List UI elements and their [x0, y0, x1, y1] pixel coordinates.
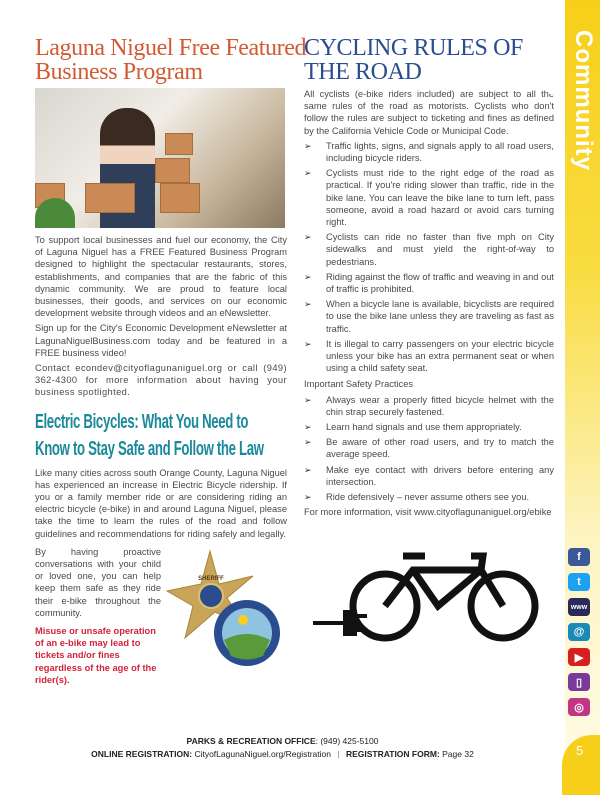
website-icon[interactable]: www: [568, 598, 590, 616]
footer: [0, 735, 565, 761]
cycling-rules-title: CYCLING RULES OF THE ROAD: [304, 35, 523, 85]
arrow-bullet-icon: ➢: [304, 338, 312, 349]
paragraph: Sign up for the City's Economic Development eNewsletter at LagunaNiguelBusiness.com today and be featured in a FREE business video!: [35, 323, 287, 358]
list-item: [304, 167, 554, 228]
list-item-text: Cyclists must ride to the right edge of the road as practical. If you're riding slower than traffic, ride in the bike lane. You can leave the bike lane to turn left, pass someone, avoid a road hazard or avoid cars turning right.: [326, 168, 554, 228]
online-label: ONLINE REGISTRATION:: [91, 749, 193, 759]
list-item: [304, 338, 554, 375]
list-item: [304, 140, 554, 164]
list-item-text: It is illegal to carry passengers on your electric bicycle unless your bike has an extra permanent seat or when using a child safety seat.: [326, 338, 554, 374]
facebook-icon[interactable]: f: [568, 548, 590, 566]
arrow-bullet-icon: ➢: [304, 168, 312, 179]
twitter-icon[interactable]: t: [568, 573, 590, 591]
list-item: [304, 464, 554, 488]
list-item: [304, 491, 554, 503]
left-column: [35, 35, 307, 686]
arrow-bullet-icon: ➢: [304, 492, 312, 503]
list-item: [304, 421, 554, 433]
office-label: PARKS & RECREATION OFFICE: [186, 736, 316, 746]
list-item-text: Ride defensively – never assume others see you.: [326, 492, 530, 503]
ebike-title: Electric Bicycles: What You Need to Know to Stay Safe and Follow the Law: [35, 410, 264, 460]
list-item-text: Traffic lights, signs, and signals apply to all road users, including bicycle riders.: [326, 140, 554, 164]
arrow-bullet-icon: ➢: [304, 232, 312, 243]
rules-intro: All cyclists (e-bike riders included) are subject to all the same rules of the road as motorists. Cyclists who don't follow the rules are subject to ticketing and fines as defined by the California Vehicle Code or Municipal Code.: [304, 89, 554, 136]
business-program-body: [35, 234, 287, 399]
list-item: [304, 436, 554, 460]
email-icon[interactable]: @: [568, 623, 590, 641]
phone-icon[interactable]: ▯: [568, 673, 590, 691]
list-item-text: Cyclists can ride no faster than five mph on City sidewalks and must yield the right-of-way to pedestrians.: [326, 232, 554, 267]
list-item: [304, 394, 554, 418]
business-owner-photo: [35, 88, 285, 228]
arrow-bullet-icon: ➢: [304, 422, 312, 433]
ebike-icon: [313, 548, 548, 648]
online-registration-link[interactable]: CityofLagunaNiguel.org/Registration: [192, 749, 331, 759]
list-item: [304, 298, 554, 335]
instagram-icon[interactable]: ◎: [568, 698, 590, 716]
list-item-text: Learn hand signals and use them appropriately.: [326, 422, 522, 433]
list-item-text: When a bicycle lane is available, bicyclists are required to use the bike lane unless they are traveling as fast as traffic.: [326, 299, 554, 334]
form-page: Page 32: [439, 749, 474, 759]
warning-text: Misuse or unsafe operation of an e-bike may lead to tickets and/or fines regardless of the age of the rider(s).: [35, 626, 157, 685]
arrow-bullet-icon: ➢: [304, 464, 312, 475]
arrow-bullet-icon: ➢: [304, 394, 312, 405]
arrow-bullet-icon: ➢: [304, 271, 312, 282]
list-item-text: Be aware of other road users, and try to match the average speed.: [326, 437, 554, 460]
ebike-intro: Like many cities across south Orange County, Laguna Niguel has experienced an increase in Electric Bicycle ridership. If you or a family member ride or are considering riding an electric bicycle (e-bike) in and around Laguna Niguel, please take the time to learn the rules of the road and follow guidelines and recommendations for riding safely and legally.: [35, 467, 287, 539]
separator: |: [337, 749, 340, 759]
section-label: Community News: [542, 30, 597, 171]
sheriff-badge-and-city-seal: [165, 546, 285, 676]
arrow-bullet-icon: ➢: [304, 140, 312, 151]
safety-heading: Important Safety Practices: [304, 379, 414, 390]
arrow-bullet-icon: ➢: [304, 437, 312, 448]
list-item-text: Riding against the flow of traffic and weaving in and out of traffic is prohibited.: [326, 271, 554, 295]
list-item-text: Always wear a properly fitted bicycle helmet with the chin strap securely fastened.: [326, 394, 554, 417]
badge-sheriff-label: SHERIFF: [198, 575, 224, 582]
social-icons: [568, 548, 592, 723]
list-item: [304, 231, 554, 268]
youtube-icon[interactable]: ▶: [568, 648, 590, 666]
paragraph: Contact econdev@cityoflagunaniguel.org or call (949) 362-4300 for more information about having your business spotlighted.: [35, 363, 287, 398]
proactive-paragraph: By having proactive conversations with your child or loved one, you can help keep them safe as they ride their e-bike throughout the community.: [35, 546, 161, 618]
office-phone: : (949) 425-5100: [315, 736, 379, 746]
page-number: 5: [576, 743, 584, 758]
cycling-rules-body: [304, 88, 554, 519]
list-item-text: Make eye contact with drivers before entering any intersection.: [326, 464, 554, 487]
form-label: REGISTRATION FORM:: [345, 749, 440, 759]
more-info: For more information, visit www.cityoflagunaniguel.org/ebike: [304, 507, 552, 518]
arrow-bullet-icon: ➢: [304, 299, 312, 310]
business-program-title: Laguna Niguel Free Featured Business Program: [35, 35, 307, 85]
paragraph: To support local businesses and fuel our economy, the City of Laguna Niguel has a FREE Featured Business Program designed to highlight the spectacular restaurants, stores, establishments, and companies that are the fabric of this dynamic community. We are proud to feature local businesses, their goods, and services on our economic development website through videos and an eNewsletter.: [35, 235, 287, 319]
list-item: [304, 271, 554, 295]
